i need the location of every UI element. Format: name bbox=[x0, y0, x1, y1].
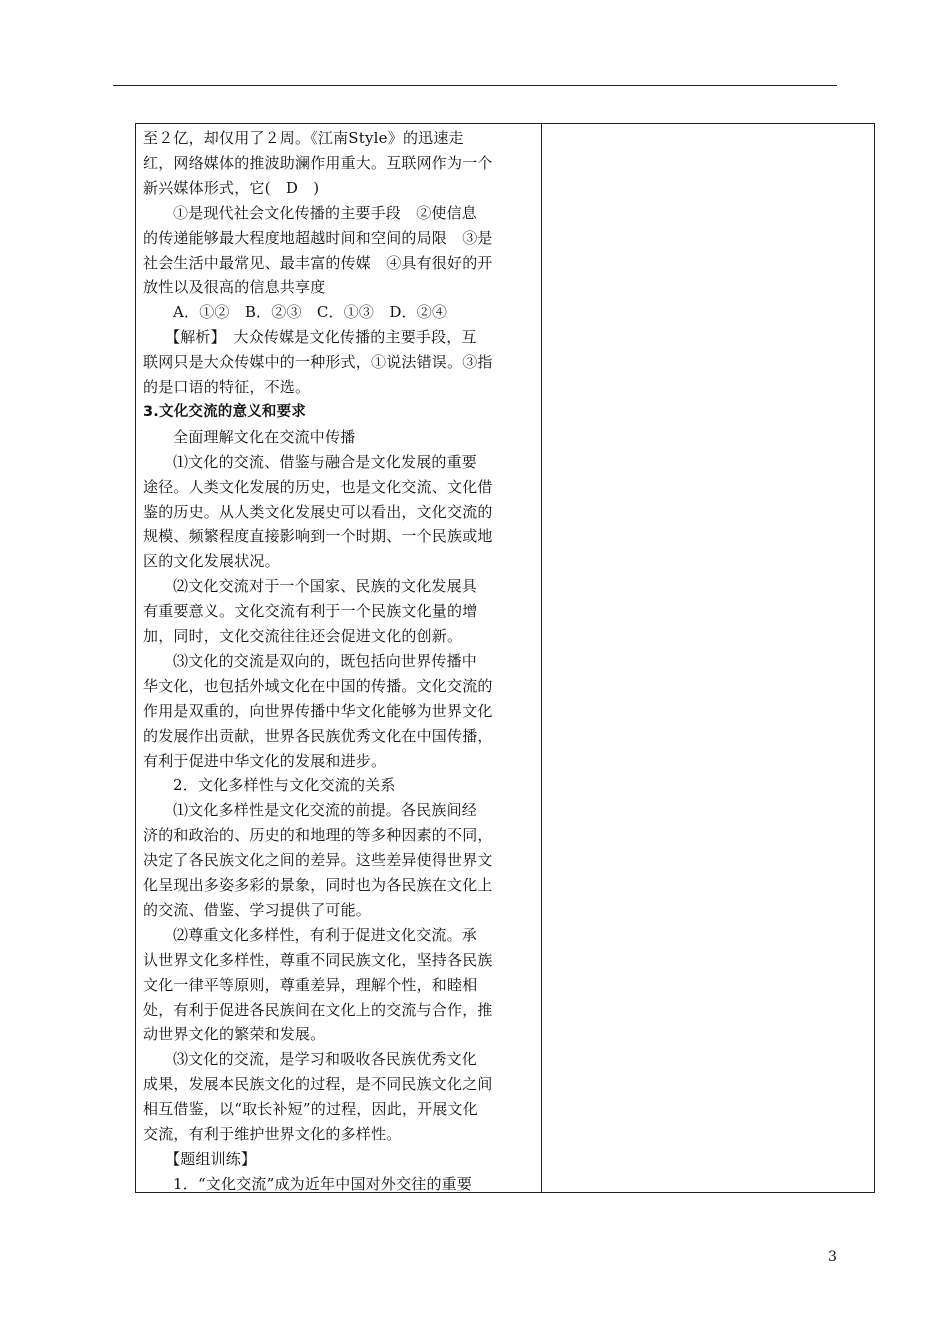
text-line: 的发展作出贡献，世界各民族优秀文化在中国传播， bbox=[143, 726, 493, 745]
text-line: 途径。人类文化发展的历史，也是文化交流、文化借 bbox=[143, 477, 493, 496]
text-line: 成果，发展本民族文化的过程，是不同民族文化之间 bbox=[143, 1075, 493, 1094]
text-line: 动世界文化的繁荣和发展。 bbox=[143, 1025, 326, 1044]
text-line: 交流，有利于维护世界文化的多样性。 bbox=[143, 1125, 402, 1143]
text-line: 【解析】 大众传媒是文化传播的主要手段，互 bbox=[165, 328, 477, 347]
text-line: 作用是双重的，向世界传播中华文化能够为世界文化 bbox=[143, 701, 493, 720]
header-rule bbox=[113, 85, 837, 86]
text-line: 的是口语的特征，不选。 bbox=[143, 378, 311, 396]
text-line: 相互借鉴，以“取长补短”的过程，因此，开展文化 bbox=[143, 1100, 478, 1119]
page-number: 3 bbox=[828, 1249, 837, 1265]
content-table bbox=[135, 123, 875, 1193]
text-line: 社会生活中最常见、最丰富的传媒 ④具有很好的开 bbox=[143, 253, 493, 272]
text-line: 红，网络媒体的推波助澜作用重大。互联网作为一个 bbox=[143, 153, 493, 172]
text-line: 华文化，也包括外域文化在中国的传播。文化交流的 bbox=[143, 676, 493, 695]
section-heading: 3.文化交流的意义和要求 bbox=[143, 403, 306, 420]
text-line: A．①② B．②③ C．①③ D．②④ bbox=[173, 303, 448, 322]
text-line: ⑴文化的交流、借鉴与融合是文化发展的重要 bbox=[173, 452, 478, 471]
text-line: 新兴媒体形式，它( D ) bbox=[143, 178, 320, 197]
text-line: ①是现代社会文化传播的主要手段 ②使信息 bbox=[173, 203, 478, 222]
text-line: 全面理解文化在交流中传播 bbox=[173, 427, 356, 446]
text-line: 2．文化多样性与文化交流的关系 bbox=[173, 776, 396, 795]
text-line: 处，有利于促进各民族间在文化上的交流与合作，推 bbox=[143, 1000, 493, 1019]
text-line: 有重要意义。文化交流有利于一个民族文化量的增 bbox=[143, 602, 478, 621]
text-line: 规模、频繁程度直接影响到一个时期、一个民族或地 bbox=[143, 527, 493, 546]
text-line: 济的和政治的、历史的和地理的等多种因素的不同， bbox=[143, 826, 493, 845]
text-line: ⑵文化交流对于一个国家、民族的文化发展具 bbox=[173, 577, 478, 596]
text-line: 1．“文化交流”成为近年中国对外交往的重要 bbox=[173, 1174, 473, 1193]
text-line: 区的文化发展状况。 bbox=[143, 552, 280, 571]
text-line: ⑶文化的交流，是学习和吸收各民族优秀文化 bbox=[173, 1050, 478, 1069]
text-line: 的传递能够最大程度地超越时间和空间的局限 ③是 bbox=[143, 228, 493, 247]
text-line: ⑵尊重文化多样性，有利于促进文化交流。承 bbox=[173, 925, 478, 944]
text-line: 【题组训练】 bbox=[165, 1149, 257, 1168]
column-divider bbox=[541, 124, 542, 1192]
text-line: 加，同时，文化交流往往还会促进文化的创新。 bbox=[143, 627, 463, 645]
text-line: 联网只是大众传媒中的一种形式，①说法错误。③指 bbox=[143, 353, 493, 372]
text-line: 化呈现出多姿多彩的景象，同时也为各民族在文化上 bbox=[143, 876, 493, 894]
text-line: 文化一律平等原则，尊重差异，理解个性，和睦相 bbox=[143, 975, 478, 994]
text-line: ⑴文化多样性是文化交流的前提。各民族间经 bbox=[173, 801, 478, 820]
text-line: 至２亿，却仅用了２周。《江南Style》的迅速走 bbox=[143, 129, 464, 147]
text-line: 鉴的历史。从人类文化发展史可以看出，文化交流的 bbox=[143, 502, 493, 521]
text-line: 决定了各民族文化之间的差异。这些差异使得世界文 bbox=[143, 851, 493, 870]
text-line: 的交流、借鉴、学习提供了可能。 bbox=[143, 900, 372, 919]
text-line: 有利于促进中华文化的发展和进步。 bbox=[143, 751, 387, 770]
text-line: ⑶文化的交流是双向的，既包括向世界传播中 bbox=[173, 651, 478, 670]
text-line: 放性以及很高的信息共享度 bbox=[143, 278, 326, 297]
text-line: 认世界文化多样性，尊重不同民族文化，坚持各民族 bbox=[143, 950, 493, 969]
